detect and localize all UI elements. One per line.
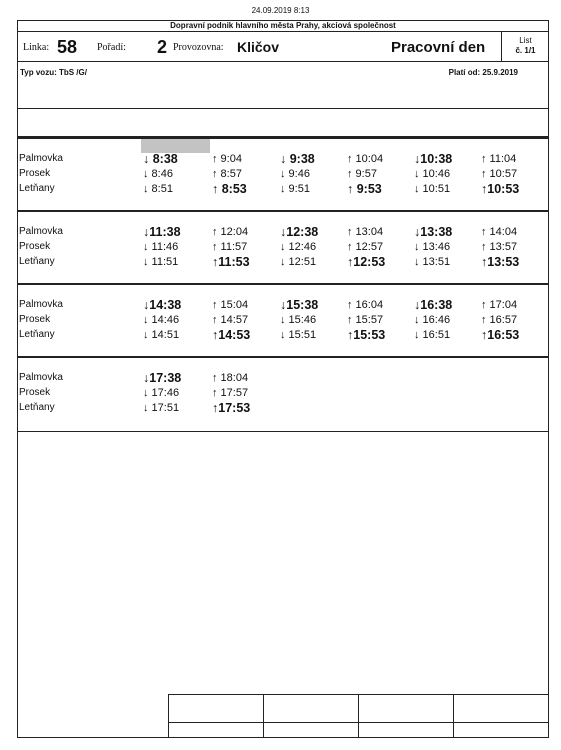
departure-time: ↑10:53	[481, 182, 520, 196]
stop-name: Palmovka	[19, 226, 63, 237]
departure-time: ↓ 17:51	[143, 402, 180, 414]
departure-time: ↓ 8:46	[143, 168, 173, 180]
departure-time: ↑12:53	[347, 255, 386, 269]
print-timestamp: 24.09.2019 8:13	[251, 6, 310, 15]
departure-time: ↑ 12:57	[347, 241, 384, 253]
divider	[17, 108, 549, 109]
departure-time: ↑ 11:04	[481, 153, 517, 165]
departure-time: ↑17:53	[212, 401, 251, 415]
departure-time: ↑ 9:53	[347, 182, 382, 196]
departure-time: ↑ 17:04	[481, 299, 518, 311]
day-type: Pracovní den	[391, 39, 486, 56]
stop-name: Prosek	[19, 314, 51, 325]
provozovna-value: Kličov	[237, 39, 280, 55]
departure-time: ↓ 13:51	[414, 256, 451, 268]
list-number: č. 1/1	[515, 46, 536, 55]
departure-time: ↑ 13:04	[347, 226, 384, 238]
company-name: Dopravní podnik hlavního města Prahy, akciová společnost	[17, 20, 549, 32]
departure-time: ↑ 16:57	[481, 314, 518, 326]
departure-time: ↓ 9:38	[280, 152, 315, 166]
departure-time: ↑15:53	[347, 328, 386, 342]
departure-time: ↓ 11:46	[143, 241, 179, 253]
departure-time: ↓ 10:46	[414, 168, 451, 180]
block-separator	[17, 137, 549, 139]
departure-time: ↑ 8:57	[212, 168, 242, 180]
departure-time: ↑ 18:04	[212, 372, 249, 384]
departure-time: ↓ 17:46	[143, 387, 180, 399]
departure-time: ↑ 14:57	[212, 314, 249, 326]
stop-name: Letňany	[19, 329, 55, 340]
departure-time: ↓ 8:51	[143, 183, 173, 195]
departure-time: ↓14:38	[143, 298, 182, 312]
stop-name: Prosek	[19, 387, 51, 398]
block-separator	[17, 283, 549, 285]
stop-name: Prosek	[19, 241, 51, 252]
stop-name: Palmovka	[19, 299, 63, 310]
stop-name: Letňany	[19, 402, 55, 413]
sheet-number-box	[501, 32, 549, 61]
departure-time: ↑ 13:57	[481, 241, 518, 253]
departure-time: ↑ 15:04	[212, 299, 249, 311]
divider	[17, 431, 549, 432]
current-trip-highlight	[141, 137, 210, 153]
departure-time: ↑ 8:53	[212, 182, 247, 196]
departure-time: ↑ 10:04	[347, 153, 384, 165]
departure-time: ↑ 10:57	[481, 168, 518, 180]
footer-cell	[168, 694, 169, 738]
departure-time: ↑16:53	[481, 328, 520, 342]
stop-name: Prosek	[19, 168, 51, 179]
departure-time: ↓ 10:51	[414, 183, 451, 195]
stop-name: Palmovka	[19, 372, 63, 383]
footer-cell	[263, 694, 264, 738]
departure-time: ↑ 9:57	[347, 168, 377, 180]
departure-time: ↑ 17:57	[212, 387, 249, 399]
departure-time: ↑ 11:57	[212, 241, 248, 253]
valid-from: Platí od: 25.9.2019	[448, 68, 518, 77]
departure-time: ↓ 12:51	[280, 256, 317, 268]
departure-time: ↓ 13:46	[414, 241, 451, 253]
departure-time: ↓ 16:51	[414, 329, 451, 341]
departure-time: ↓ 9:51	[280, 183, 310, 195]
departure-time: ↑ 16:04	[347, 299, 384, 311]
poradi-label: Pořadí:	[97, 42, 126, 53]
departure-time: ↑ 15:57	[347, 314, 384, 326]
departure-time: ↑11:53	[212, 255, 250, 269]
departure-time: ↓15:38	[280, 298, 319, 312]
timetable-frame	[17, 20, 549, 738]
linka-value: 58	[57, 37, 78, 57]
departure-time: ↓13:38	[414, 225, 453, 239]
linka-label: Linka:	[23, 42, 50, 53]
poradi-value: 2	[157, 37, 168, 57]
stop-name: Letňany	[19, 183, 55, 194]
departure-time: ↑ 12:04	[212, 226, 249, 238]
stop-name: Palmovka	[19, 153, 63, 164]
departure-time: ↓ 12:46	[280, 241, 317, 253]
departure-time: ↑ 9:04	[212, 153, 242, 165]
footer-cell	[453, 694, 454, 738]
departure-time: ↓ 14:51	[143, 329, 180, 341]
block-separator	[17, 210, 549, 212]
departure-time: ↓17:38	[143, 371, 182, 385]
stop-name: Letňany	[19, 256, 55, 267]
vehicle-type: Typ vozu: TbS /G/	[20, 68, 87, 77]
provozovna-label: Provozovna:	[173, 42, 224, 53]
departure-time: ↓ 11:51	[143, 256, 179, 268]
departure-time: ↓11:38	[143, 225, 181, 239]
departure-time: ↓12:38	[280, 225, 319, 239]
departure-time: ↓ 9:46	[280, 168, 310, 180]
departure-time: ↓10:38	[414, 152, 453, 166]
block-separator	[17, 356, 549, 358]
departure-time: ↑14:53	[212, 328, 251, 342]
header-row	[17, 32, 549, 62]
departure-time: ↓ 15:51	[280, 329, 317, 341]
departure-time: ↓ 14:46	[143, 314, 180, 326]
departure-time: ↓ 16:46	[414, 314, 451, 326]
footer-cell	[358, 694, 359, 738]
departure-time: ↓ 8:38	[143, 152, 178, 166]
departure-time: ↓ 15:46	[280, 314, 317, 326]
departure-time: ↑ 14:04	[481, 226, 518, 238]
list-label: List	[519, 36, 532, 45]
departure-time: ↑13:53	[481, 255, 520, 269]
departure-time: ↓16:38	[414, 298, 453, 312]
